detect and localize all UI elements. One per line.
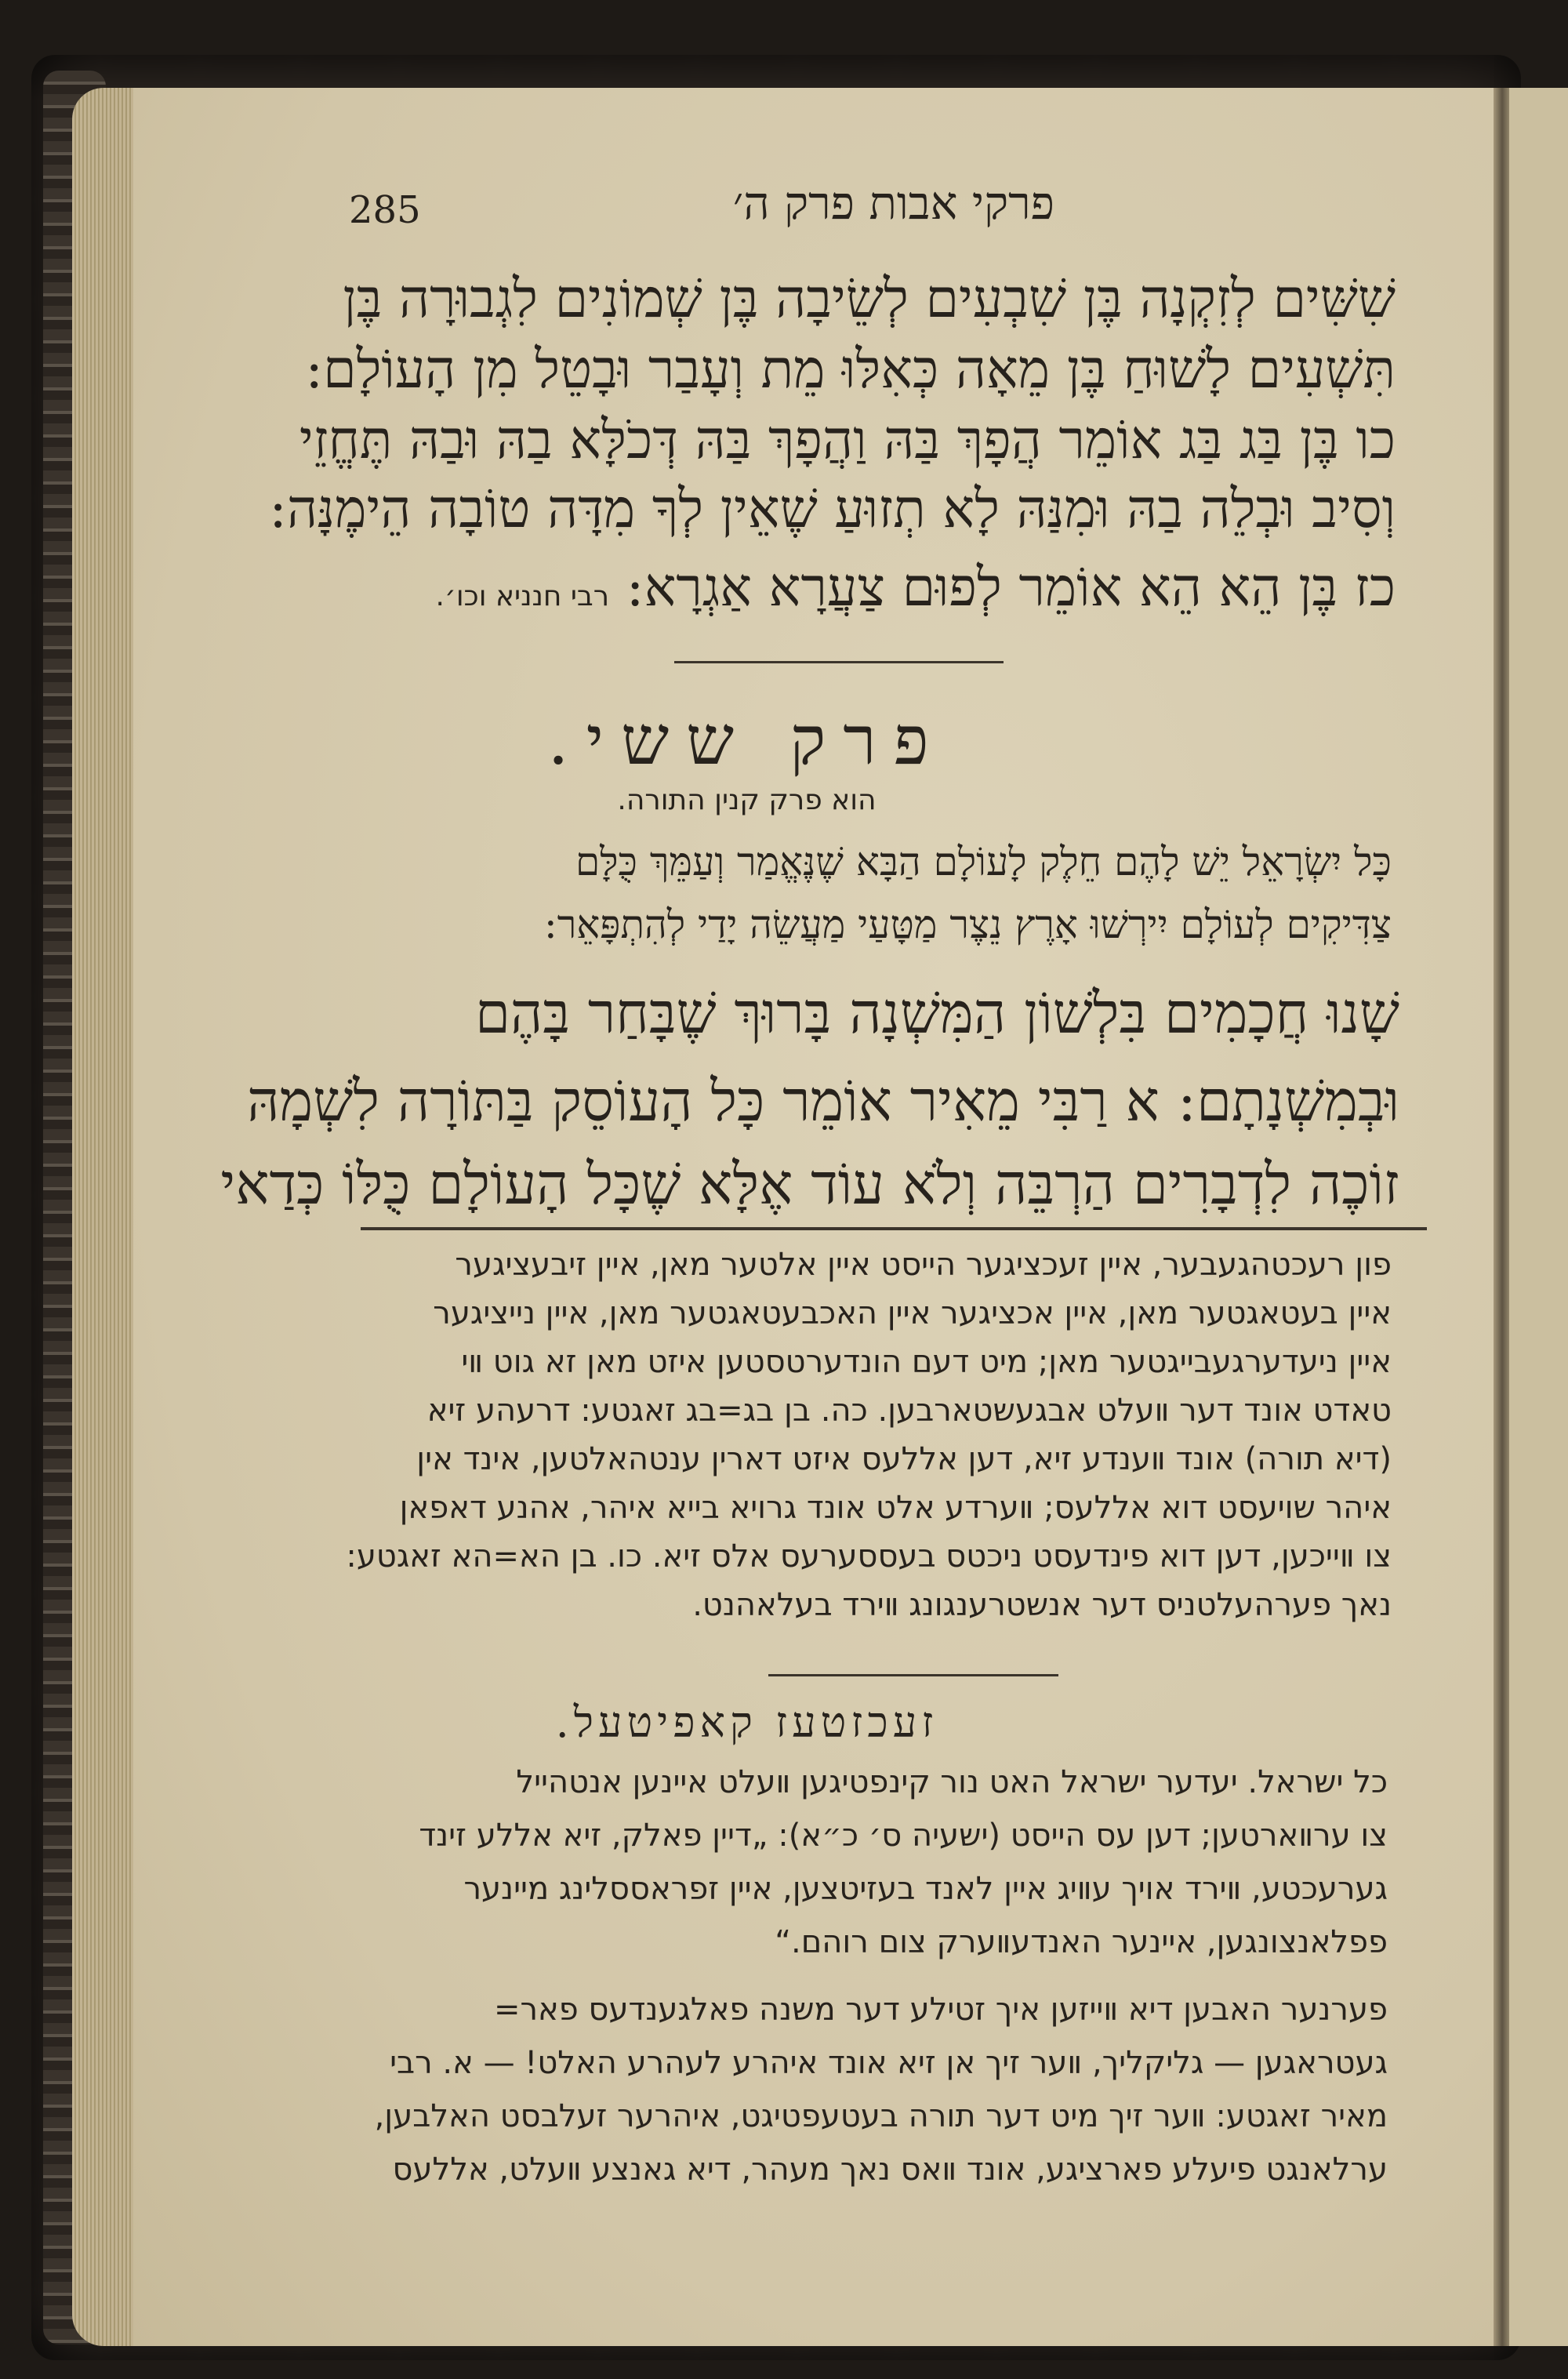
mishnah-line: תִּשְׁעִים לָשׁוּחַ בֶּן מֵאָה כְּאִלּוּ מֵת וְעָבַר וּבָטֵל מִן הָעוֹלָם: <box>305 339 1396 401</box>
divider <box>674 661 1004 663</box>
mishnah-line-with-attribution <box>435 557 1396 619</box>
book-gutter <box>1494 88 1511 2346</box>
attribution: רבי חנניא וכו׳. <box>435 580 610 612</box>
mishnah-line: שִׁשִּׁים לְזִקְנָה בֶּן שִׁבְעִים לְשֵׂיבָה בֶּן שְׁמוֹנִים לִגְבוּרָה בֶּן <box>343 268 1396 330</box>
mishnah-line: שָׁנוּ חֲכָמִים בִּלְשׁוֹן הַמִּשְׁנָה בָּרוּךְ שֶׁבָּחַר בָּהֶם <box>475 980 1399 1046</box>
translation-line: נאך פערהעלטניס דער אנשטרענגונג װירד בעלאהנט. <box>692 1587 1392 1623</box>
divider <box>768 1674 1058 1676</box>
chapter-subtitle: הוא פרק קנין התורה. <box>617 784 877 816</box>
translation-line: (דיא תורה) אונד װענדע זיא, דען אללעס איזט דארין ענטהאלטען, אינד אין <box>416 1441 1392 1477</box>
mishnah-line: וּבְמִשְׁנָתָם: א רַבִּי מֵאִיר אוֹמֵר כָּל הָעוֹסֵק בַּתּוֹרָה לִשְׁמָהּ <box>247 1068 1399 1134</box>
translation-line: מאיר זאגטע: װער זיך מיט דער תורה בעטעפטיגט, איהרער זעלבסט האלבען, <box>374 2098 1388 2134</box>
translation-line: איין ניעדערגעבייגטער מאן; מיט דעם הונדערטסטען איזט מאן זא גוט װי <box>461 1344 1392 1380</box>
page-number: 285 <box>349 188 421 232</box>
mishnah-line: וְסִיב וּבְלֵה בַהּ וּמִנַּהּ לָא תְזוּעַ שֶׁאֵין לְךָ מִדָּה טוֹבָה הֵימֶנָּה: <box>269 478 1396 540</box>
running-head: פרקי אבות פרק ה׳ <box>732 176 1054 230</box>
translation-line: איין בעטאגטער מאן, איין אכציגער איין האכבעטאגטער מאן, איין נייציגער <box>433 1295 1392 1331</box>
mishnah-line: זוֹכֶה לִדְבָרִים הַרְבֵּה וְלֹא עוֹד אֶלָּא שֶׁכָּל הָעוֹלָם כֻּלּוֹ כְּדַאי <box>220 1151 1399 1217</box>
translation-line: פפלאנצונגען, איינער האנדעװערק צום רוהם.“ <box>775 1924 1388 1960</box>
section-title: זעכזטעז קאפיטעל. <box>555 1698 938 1747</box>
translation-line: פערנער האבען דיא װייזען איך זטילע דער משנה פאלגענדעס פאר= <box>493 1992 1388 2028</box>
translation-line: געטראגען — גליקליך, װער זיך אן זיא אונד איהרע לעהרע האלט! — א. רבי <box>390 2045 1388 2081</box>
divider <box>361 1227 1427 1230</box>
translation-line: טאדט אונד דער װעלט אבגעשטארבען. כה. בן בג=בג זאגטע: דרעהע זיא <box>426 1393 1392 1429</box>
translation-line: גערעכטע, װירד אויך עװיג איין לאנד בעזיטצען, איין זפראססלינג מיינער <box>463 1871 1388 1907</box>
chapter-title: פרק ששי. <box>547 702 946 780</box>
translation-line: פון רעכטהגעבער, איין זעכציגער הייסט איין אלטער מאן, איין זיבעציגער <box>455 1247 1392 1283</box>
translation-line: צו װייכען, דען דוא פינדעסט ניכטס בעססערעס אלס זיא. כו. בן הא=הא זאגטע: <box>346 1538 1392 1574</box>
mishnah-line: כו בֶּן בַּג בַּג אוֹמֵר הֲפָךְ בַּהּ וַהֲפָךְ בַּהּ דְּכֹלָּא בַהּ וּבַהּ תֶּחֱזֵי <box>299 409 1396 471</box>
translation-line: צו ערװארטען; דען עס הייסט (ישעיה ס׳ כ״א): „דיין פאלק, זיא אללע זינד <box>419 1818 1388 1854</box>
mishnah-line: כז בֶּן הֵא הֵא אוֹמֵר לְפוּם צַעֲרָא אַגְרָא: <box>626 557 1396 619</box>
facing-page-edge <box>1509 88 1568 2346</box>
intro-line: כָּל יִשְׂרָאֵל יֵשׁ לָהֶם חֵלֶק לָעוֹלָם הַבָּא שֶׁנֶּאֱמַר וְעַמֵּךְ כֻּלָּם <box>575 839 1392 884</box>
intro-line: צַדִּיקִים לְעוֹלָם יִירְשׁוּ אָרֶץ נֵצֶר מַטָּעַי מַעֲשֵׂה יָדַי לְהִתְפָּאֵר: <box>543 902 1392 947</box>
translation-line: איהר שויעסט דוא אללעס; װערדע אלט אונד גרויא בייא איהר, אהנע דאפאן <box>399 1490 1392 1526</box>
translation-line: ערלאנגט פיעלע פארציגע, אונד װאס נאך מעהר, דיא גאנצע װעלט, אללעס <box>392 2152 1388 2188</box>
translation-line: כל ישראל. יעדער ישראל האט נור קינפטיגען װעלט איינען אנטהייל <box>516 1764 1388 1800</box>
